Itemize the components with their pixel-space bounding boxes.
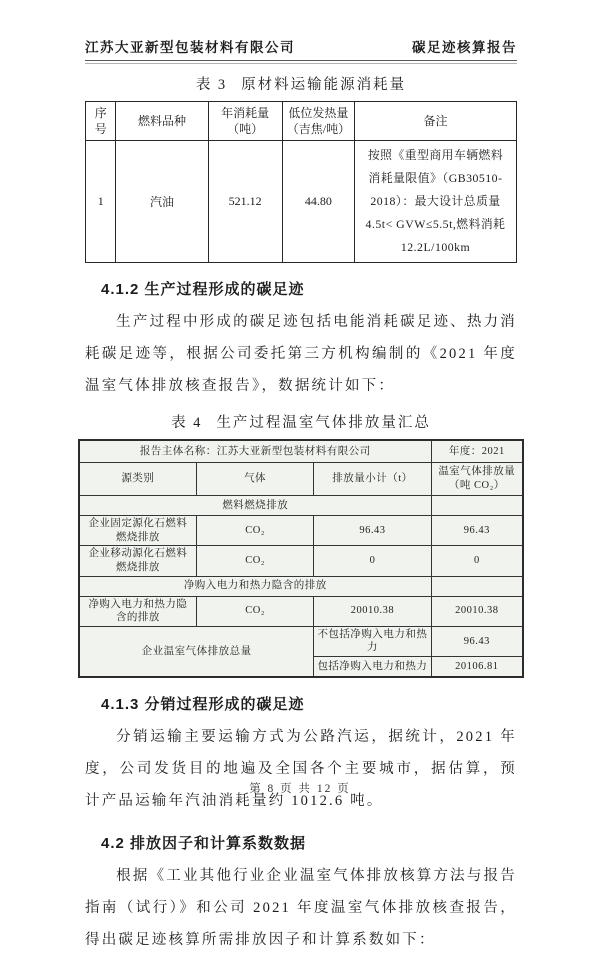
table3-header-remark: 备注 xyxy=(355,102,517,141)
section-413-heading: 4.1.3 分销过程形成的碳足迹 xyxy=(101,696,305,714)
table4-cell-gas: CO₂ xyxy=(196,596,313,626)
table4-cell-source: 企业移动源化石燃料燃烧排放 xyxy=(79,546,196,576)
table3-raw-material-transport-energy xyxy=(85,101,517,263)
table3-header-row xyxy=(86,102,517,141)
table4-cell-emission: 20010.38 xyxy=(431,596,523,626)
table4-total-value: 96.43 xyxy=(431,626,523,656)
table4-cell-emission: 0 xyxy=(431,546,523,576)
table4-cell-subtotal: 20010.38 xyxy=(314,596,431,626)
table3-header-low-heating-value: 低位发热量（吉焦/吨） xyxy=(282,102,354,141)
table4-header-subtotal: 排放量小计（t） xyxy=(314,463,431,496)
table4-wrapper xyxy=(78,439,524,678)
table4-total-scope: 不包括净购入电力和热力 xyxy=(314,626,431,656)
section-413-paragraph: 分销运输主要运输方式为公路汽运，据统计，2021 年度，公司发货目的地遍及全国各个主要城市，据估算，预计产品运输年汽油消耗量约 1012.6 吨。 xyxy=(85,729,517,810)
section-412-heading: 4.1.2 生产过程形成的碳足迹 xyxy=(101,281,305,298)
header-report-title: 碳足迹核算报告 xyxy=(412,40,517,55)
page-number-footer: 第 8 页 共 12 页 xyxy=(249,783,351,795)
table4-total-row-excluding xyxy=(79,626,523,656)
header-divider xyxy=(85,60,517,64)
table3-cell-fuel: 汽油 xyxy=(116,141,208,263)
table3-cell-index: 1 xyxy=(86,141,116,263)
table4-entity-row xyxy=(79,440,523,463)
table4-cell-gas: CO₂ xyxy=(196,516,313,546)
table4-group-purchased-power xyxy=(79,576,523,596)
table4-header-row xyxy=(79,463,523,496)
table4-cell-source: 企业固定源化石燃料燃烧排放 xyxy=(79,516,196,546)
table3-header-index: 序号 xyxy=(86,102,116,141)
table4-row-purchased-power xyxy=(79,596,523,626)
table3-data-row xyxy=(86,141,517,263)
running-header xyxy=(85,36,517,60)
header-company-name: 江苏大亚新型包装材料有限公司 xyxy=(85,40,295,55)
table4-total-value: 20106.81 xyxy=(431,657,523,678)
table4-header-emission: 温室气体排放量（吨 CO₂） xyxy=(431,463,523,496)
table3-cell-annual-consumption: 521.12 xyxy=(208,141,282,263)
table4-cell-gas: CO₂ xyxy=(196,546,313,576)
table3-caption-title: 原材料运输能源消耗量 xyxy=(241,77,407,93)
table4-caption xyxy=(85,411,517,432)
table3-cell-low-heating-value: 44.80 xyxy=(282,141,354,263)
table4-ghg-emission-summary xyxy=(78,439,524,678)
table4-group-fuel-empty xyxy=(431,496,523,516)
table4-caption-number: 表 4 xyxy=(171,415,203,431)
table4-cell-source: 净购入电力和热力隐含的排放 xyxy=(79,596,196,626)
table4-group-power-label: 净购入电力和热力隐含的排放 xyxy=(79,576,431,596)
table4-cell-subtotal: 96.43 xyxy=(314,516,431,546)
table4-group-power-empty xyxy=(431,576,523,596)
table4-total-label: 企业温室气体排放总量 xyxy=(79,626,314,677)
table4-entity-name: 报告主体名称：江苏大亚新型包装材料有限公司 xyxy=(79,440,431,463)
table3-caption-number: 表 3 xyxy=(195,77,228,93)
table4-cell-emission: 96.43 xyxy=(431,516,523,546)
table4-row-mobile xyxy=(79,546,523,576)
table4-group-fuel-label: 燃料燃烧排放 xyxy=(79,496,431,516)
table4-header-gas: 气体 xyxy=(196,463,313,496)
table3-header-fuel: 燃料品种 xyxy=(116,102,208,141)
table3-cell-remark: 按照《重型商用车辆燃料消耗量限值》（GB30510-2018）：最大设计总质量 4.5t< GVW≤5.5t,燃料消耗 12.2L/100km xyxy=(355,141,517,263)
table4-group-fuel-combustion xyxy=(79,496,523,516)
table4-caption-title: 生产过程温室气体排放量汇总 xyxy=(216,415,431,431)
section-412-paragraph: 生产过程中形成的碳足迹包括电能消耗碳足迹、热力消耗碳足迹等，根据公司委托第三方机构编制的《2021 年度温室气体排放核查报告》，数据统计如下： xyxy=(85,314,517,394)
section-42-paragraph: 根据《工业其他行业企业温室气体排放核算方法与报告指南（试行）》和公司 2021 年度温室气体排放核查报告，得出碳足迹核算所需排放因子和计算系数如下： xyxy=(85,868,517,949)
table3-caption xyxy=(85,73,517,94)
section-42-heading: 4.2 排放因子和计算系数数据 xyxy=(101,835,307,853)
table4-cell-subtotal: 0 xyxy=(314,546,431,576)
table4-header-source: 源类别 xyxy=(79,463,196,496)
table4-year: 年度：2021 xyxy=(431,440,523,463)
table4-total-scope: 包括净购入电力和热力 xyxy=(314,657,431,678)
table3-header-annual-consumption: 年消耗量（吨） xyxy=(208,102,282,141)
table4-row-stationary xyxy=(79,516,523,546)
